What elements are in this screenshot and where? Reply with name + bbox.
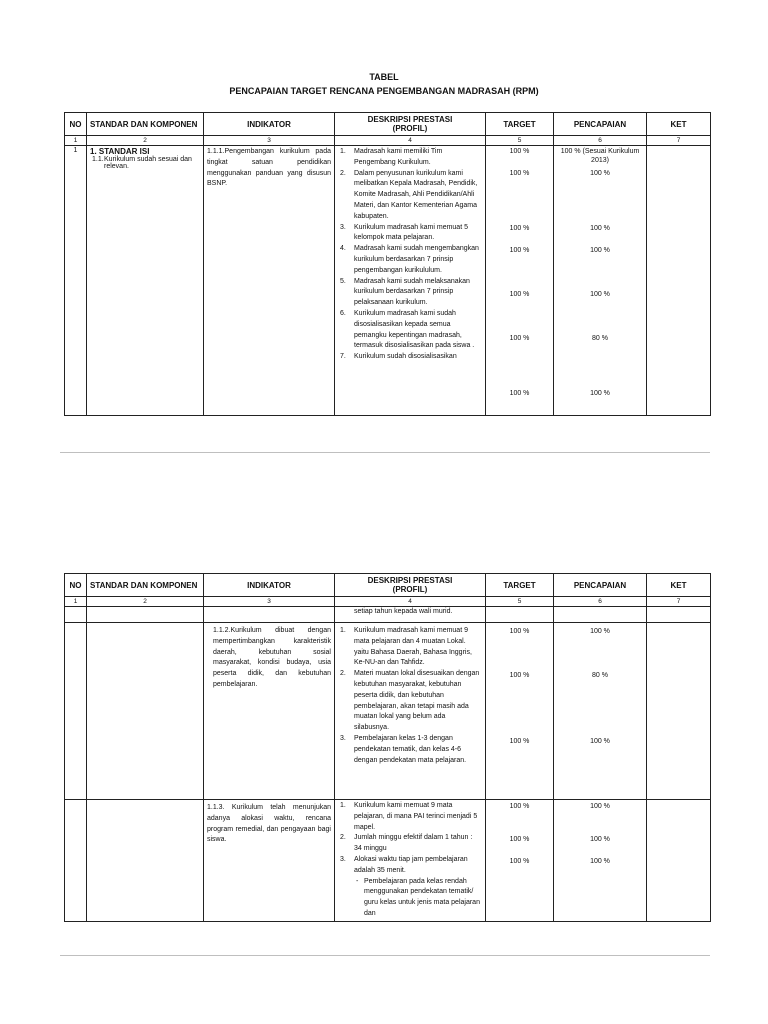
col-number: 2 — [87, 136, 204, 146]
header-ket: KET — [647, 113, 711, 136]
pencapaian-value: 100 % — [590, 803, 610, 810]
col-number: 2 — [87, 597, 204, 607]
rpm-table-page-2 — [64, 573, 711, 922]
empty-cell — [204, 607, 335, 623]
page-separator — [60, 452, 710, 453]
target-cell — [486, 146, 554, 416]
deskripsi-cell — [335, 146, 486, 416]
pencapaian-value: 100 % — [590, 247, 610, 254]
header-pencapaian: PENCAPAIAN — [554, 574, 647, 597]
target-value: 100 % — [509, 247, 530, 254]
list-item: 5. Madrasah kami sudah melaksanakan kurikulum berdasarkan 7 prinsip pelaksanaan kurikulum. — [340, 277, 470, 307]
target-value: 100 % — [509, 335, 530, 342]
target-cell — [486, 623, 554, 800]
ket-cell — [647, 623, 711, 800]
rpm-table-page-1 — [64, 112, 711, 416]
indikator-cell — [204, 623, 335, 800]
header-indikator: INDIKATOR — [204, 574, 335, 597]
deskripsi-list — [338, 801, 482, 920]
target-value: 100 % — [509, 738, 530, 745]
empty-cell — [87, 800, 204, 922]
list-item: 1. Kurikulum madrasah kami memuat 9 mata pelajaran dan 4 muatan Lokal. yaitu Bahasa Daerah, Bahasa Inggris, Ke-NU-an dan Tahfidz. — [340, 627, 472, 667]
target-value: 100 % — [509, 170, 530, 177]
pencapaian-value: 100 % — [590, 738, 610, 745]
table-row — [65, 146, 711, 416]
indikator-text: 1.1.2.Kurikulum dibuat dengan mempertimbangkan karakteristik daerah, kebutuhan sosial masyarakat, kondisi budaya, usia peserta didik, dan kebutuhan pembelajaran. — [213, 627, 331, 688]
col-number: 3 — [204, 597, 335, 607]
pencapaian-cell — [554, 800, 647, 922]
header-target: TARGET — [486, 574, 554, 597]
list-item: 3. Kurikulum madrasah kami memuat 5 kelompok mata pelajaran. — [340, 223, 468, 242]
target-value: 100 % — [509, 803, 530, 810]
col-number: 6 — [554, 136, 647, 146]
target-value: 100 % — [509, 291, 530, 298]
col-number: 4 — [335, 597, 486, 607]
header-deskripsi: DESKRIPSI PRESTASI (PROFIL) — [335, 113, 486, 136]
header-standar: STANDAR DAN KOMPONEN — [87, 574, 204, 597]
standar-title: 1. STANDAR ISI — [90, 147, 150, 156]
col-number: 1 — [65, 136, 87, 146]
pencapaian-value: 100 % — [590, 225, 610, 232]
pencapaian-value: 100 % (Sesuai Kurikulum 2013) — [560, 148, 640, 164]
header-pencapaian: PENCAPAIAN — [554, 113, 647, 136]
col-number: 5 — [486, 136, 554, 146]
empty-cell — [65, 623, 87, 800]
list-item: 2. Jumlah minggu efektif dalam 1 tahun : 34 minggu — [340, 834, 473, 853]
col-number: 7 — [647, 136, 711, 146]
col-number: 1 — [65, 597, 87, 607]
target-value: 100 % — [509, 858, 530, 865]
table-row — [65, 623, 711, 800]
col-number: 5 — [486, 597, 554, 607]
list-item: 2. Materi muatan lokal disesuaikan dengan kebutuhan masyarakat, kebutuhan peserta didik, dan kebutuhan pembelajaran, akan tetapi masih ada muatan lokal yang belum ada silabusnya. — [340, 670, 480, 732]
deskripsi-cell — [335, 623, 486, 800]
empty-cell — [486, 607, 554, 623]
header-row — [65, 113, 711, 136]
col-number: 7 — [647, 597, 711, 607]
column-number-row — [65, 136, 711, 146]
target-value: 100 % — [509, 225, 530, 232]
page-separator — [60, 955, 710, 956]
continuation-text: setiap tahun kepada wali murid. — [335, 607, 486, 623]
header-ket: KET — [647, 574, 711, 597]
list-item: 1. Kurikulum kami memuat 9 mata pelajaran, di mana PAI terinci menjadi 5 mapel. — [340, 802, 478, 831]
row-number: 1 — [65, 146, 87, 416]
header-standar: STANDAR DAN KOMPONEN — [87, 113, 204, 136]
list-item: 3. Alokasi waktu tiap jam pembelajaran adalah 35 menit. - Pembelajaran pada kelas rendah menggunakan pendekatan tematik/ guru kelas untuk jenis mata pelajaran dan — [338, 855, 482, 920]
empty-cell — [87, 607, 204, 623]
pencapaian-value: 80 % — [592, 672, 608, 679]
header-target: TARGET — [486, 113, 554, 136]
document-subtitle: PENCAPAIAN TARGET RENCANA PENGEMBANGAN MADRASAH (RPM) — [229, 86, 539, 96]
list-item: 2. Dalam penyusunan kurikulum kami melibatkan Kepala Madrasah, Pendidik, Komite Madrasah, Ahli Pendidikan/Ahli Materi, dan Kantor Kementerian Agama kabupaten. — [340, 169, 478, 220]
header-indikator: INDIKATOR — [204, 113, 335, 136]
empty-cell — [65, 607, 87, 623]
empty-cell — [65, 800, 87, 922]
pencapaian-cell — [554, 623, 647, 800]
target-value: 100 % — [509, 390, 530, 397]
target-cell — [486, 800, 554, 922]
deskripsi-list — [338, 626, 482, 766]
pencapaian-value: 80 % — [592, 335, 608, 342]
col-number: 3 — [204, 136, 335, 146]
list-item: 7. Kurikulum sudah disosialisasikan — [340, 353, 457, 361]
standar-sub: 1.1. Kurikulum sudah sesuai dan relevan. — [92, 156, 192, 170]
deskripsi-list — [338, 147, 482, 363]
pencapaian-cell — [554, 146, 647, 416]
table-row — [65, 800, 711, 922]
header-deskripsi: DESKRIPSI PRESTASI (PROFIL) — [335, 574, 486, 597]
empty-cell — [647, 607, 711, 623]
dash-item: - Pembelajaran pada kelas rendah menggunakan pendekatan tematik/ guru kelas untuk jenis mata pelajaran dan — [356, 877, 480, 917]
header-row — [65, 574, 711, 597]
col-number: 4 — [335, 136, 486, 146]
pencapaian-value: 100 % — [590, 291, 610, 298]
list-item: 4. Madrasah kami sudah mengembangkan kurikulum berdasarkan 7 prinsip pengembangan kurikululum. — [340, 245, 479, 274]
ket-cell — [647, 800, 711, 922]
standar-cell — [87, 146, 204, 416]
indikator-cell — [204, 800, 335, 922]
pencapaian-value: 100 % — [590, 390, 610, 397]
ket-cell — [647, 146, 711, 416]
empty-cell — [87, 623, 204, 800]
list-item: 1. Madrasah kami memiliki Tim Pengembang Kurikulum. — [340, 148, 443, 166]
pencapaian-value: 100 % — [590, 628, 610, 635]
header-no: NO — [65, 113, 87, 136]
document-title: TABEL — [369, 72, 399, 82]
pencapaian-value: 100 % — [590, 858, 610, 865]
target-value: 100 % — [509, 836, 530, 843]
pencapaian-value: 100 % — [590, 836, 610, 843]
table-row — [65, 607, 711, 623]
indikator-text: 1.1.1.Pengembangan kurikulum pada tingkat satuan pendidikan menggunakan panduan yang disusun BSNP. — [207, 148, 331, 188]
indikator-text: 1.1.3. Kurikulum telah menunjukan adanya alokasi waktu, rencana program remedial, dan pengayaan bagi siswa. — [207, 804, 332, 844]
target-value: 100 % — [509, 628, 530, 635]
header-no: NO — [65, 574, 87, 597]
list-item: 6. Kurikulum madrasah kami sudah disosialisasikan kepada semua pemangku kepentingan madrasah, termasuk disosialisasikan pada siswa . — [340, 309, 475, 350]
target-value: 100 % — [509, 148, 530, 155]
target-value: 100 % — [509, 672, 530, 679]
column-number-row — [65, 597, 711, 607]
empty-cell — [554, 607, 647, 623]
list-item: 3. Pembelajaran kelas 1-3 dengan pendekatan tematik, dan kelas 4-6 dengan pendekatan mata pelajaran. — [340, 734, 467, 764]
indikator-cell — [204, 146, 335, 416]
pencapaian-value: 100 % — [590, 170, 610, 177]
col-number: 6 — [554, 597, 647, 607]
deskripsi-cell — [335, 800, 486, 922]
